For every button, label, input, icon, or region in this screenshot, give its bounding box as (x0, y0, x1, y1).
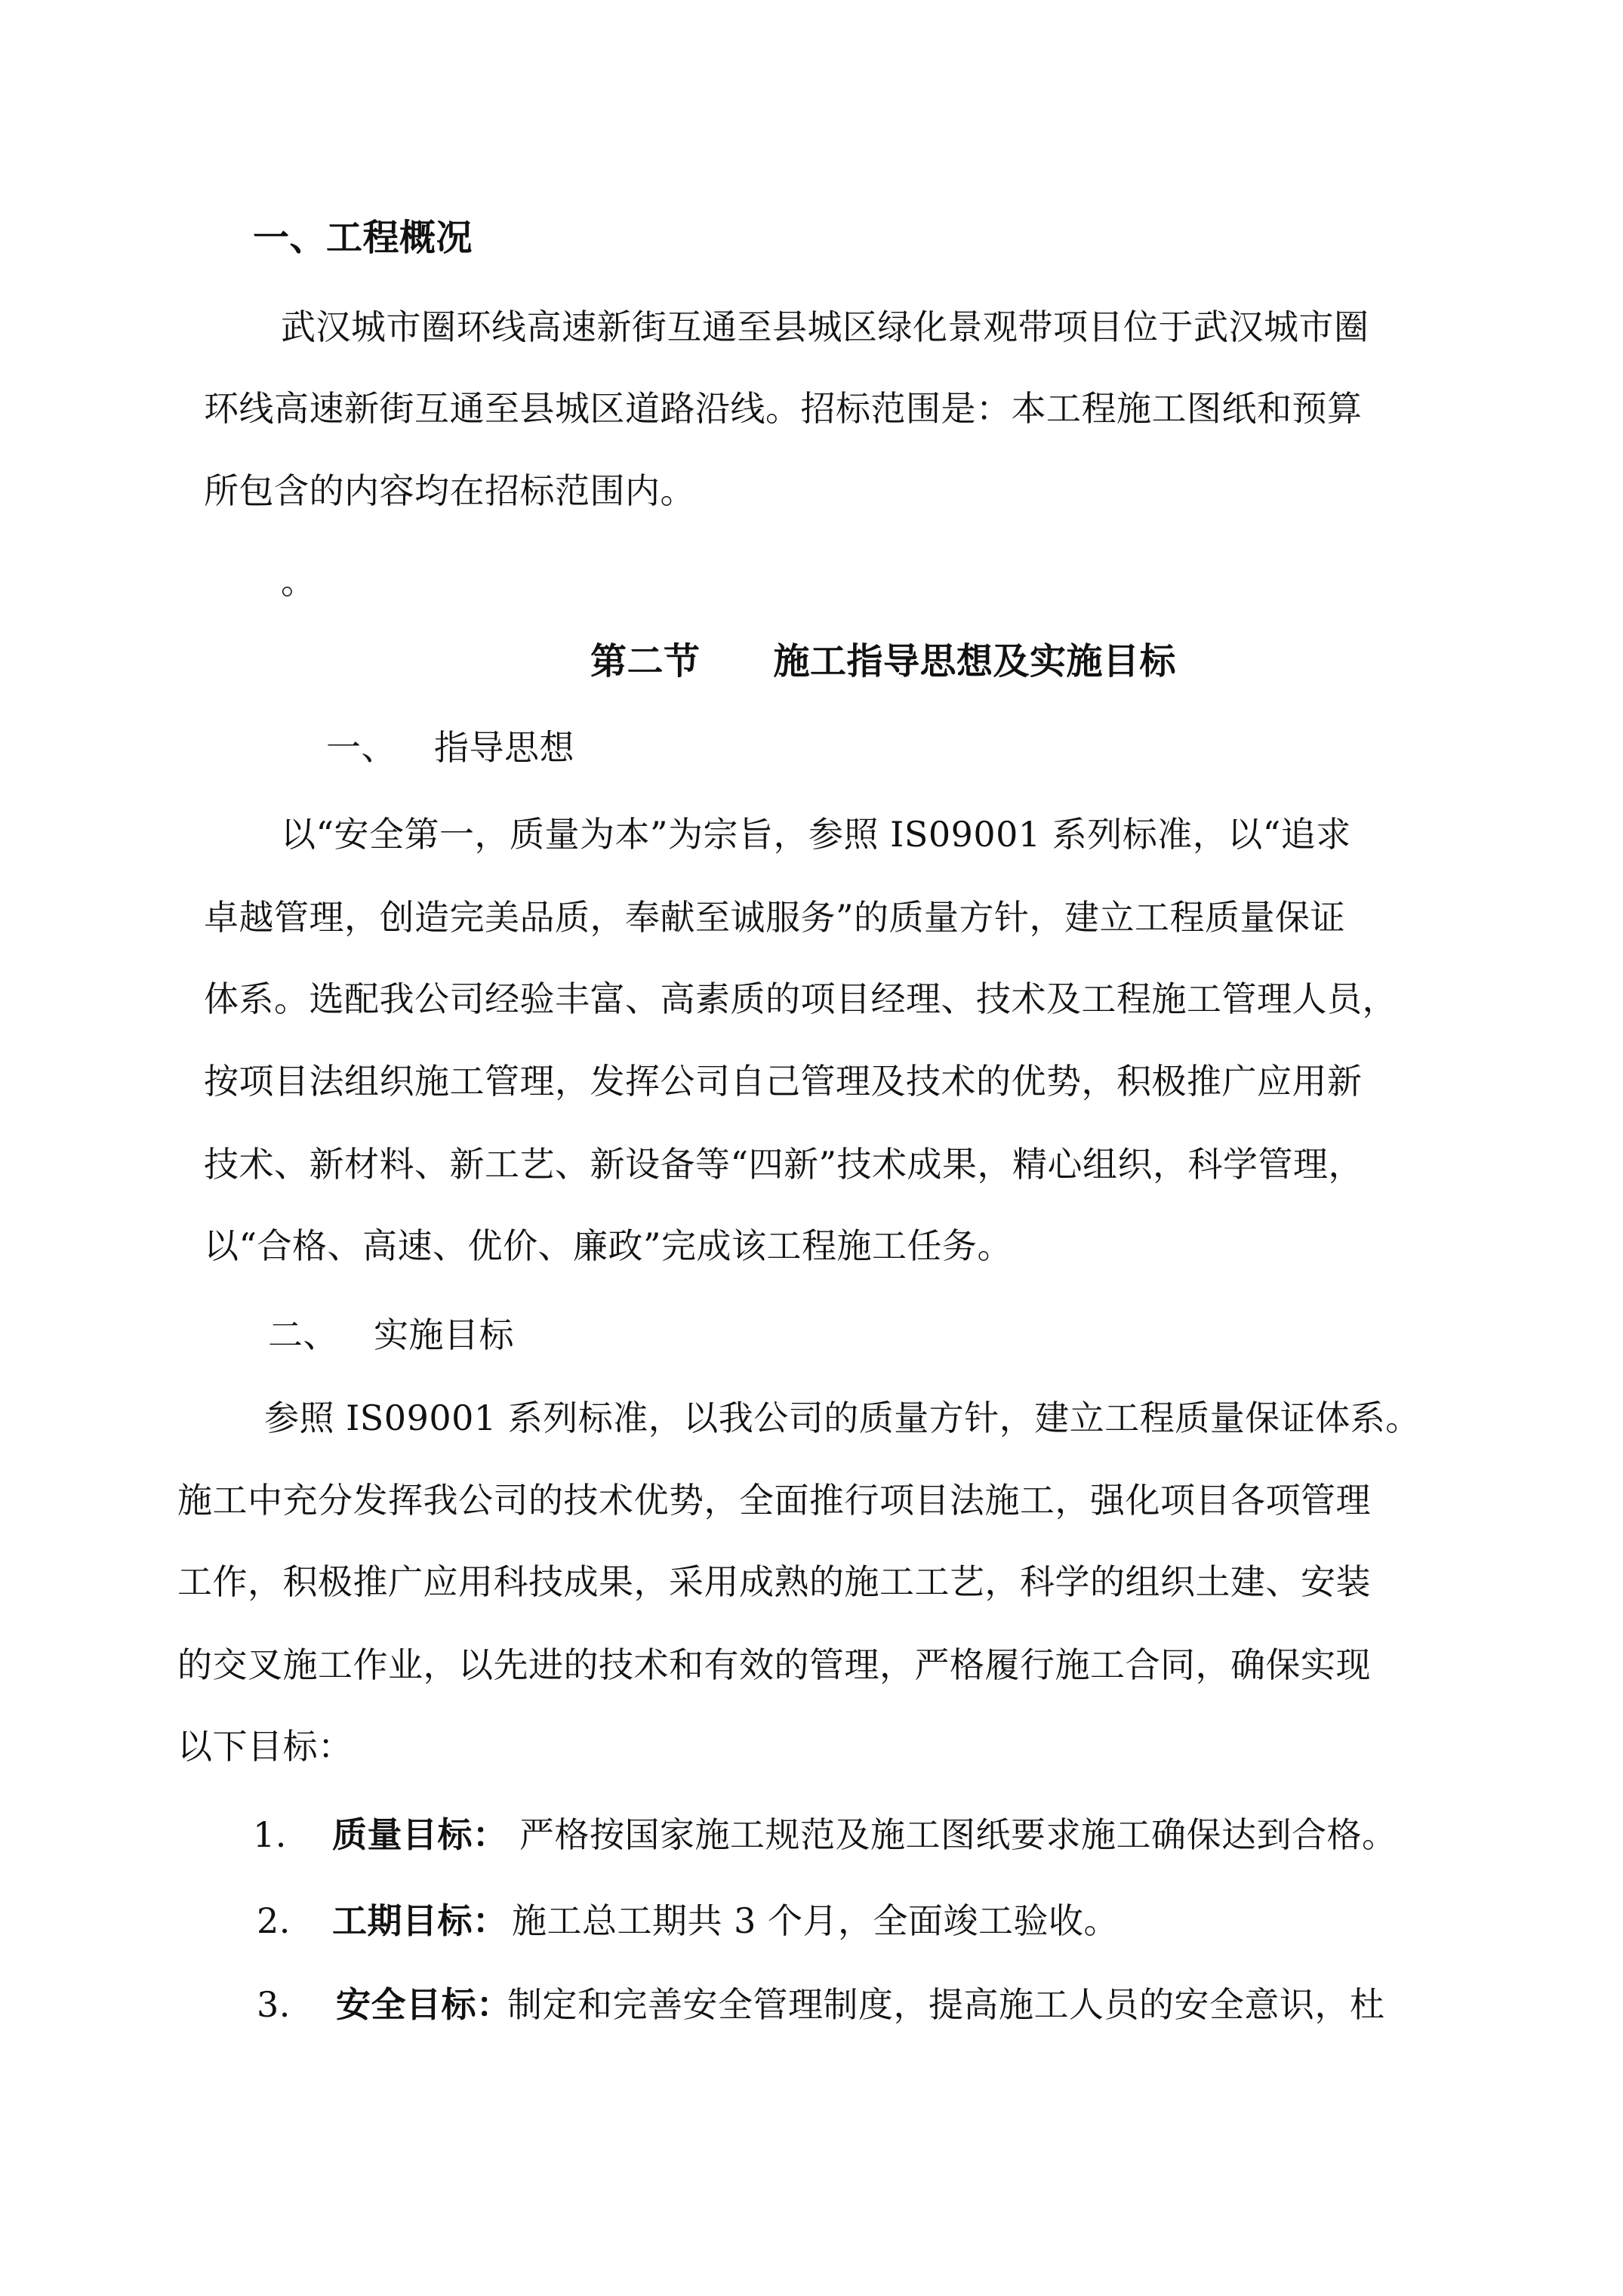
goal-text: 严格按国家施工规范及施工图纸要求施工确保达到合格。 (519, 1814, 1397, 1855)
paragraph-line: 以下目标： (177, 1726, 353, 1767)
section-heading: 一、工程概况 (253, 217, 473, 259)
paragraph-line: 卓越管理，创造完美品质，奉献至诚服务”的质量方针，建立工程质量保证 (204, 897, 1346, 938)
goal-number: 2. (257, 1900, 291, 1941)
goal-label: 工期目标： (332, 1900, 508, 1941)
paragraph-line: 以“合格、高速、优价、廉政”完成该工程施工任务。 (204, 1225, 1013, 1266)
subsection-number: 二、 (268, 1314, 338, 1355)
paragraph-line: 环线高速新街互通至县城区道路沿线。招标范围是：本工程施工图纸和预算 (204, 388, 1363, 429)
paragraph-line: 所包含的内容均在招标范围内。 (204, 470, 695, 511)
paragraph-line: 工作，积极推广应用科技成果，采用成熟的施工工艺，科学的组织土建、安装 (177, 1561, 1371, 1602)
paragraph-line: 参照 IS09001 系列标准，以我公司的质量方针，建立工程质量保证体系。 (264, 1398, 1421, 1438)
subsection-title: 实施目标 (374, 1314, 514, 1355)
paragraph-line: 施工中充分发挥我公司的技术优势，全面推行项目法施工，强化项目各项管理 (177, 1480, 1371, 1521)
paragraph-line: 体系。选配我公司经验丰富、高素质的项目经理、技术及工程施工管理人员， (204, 978, 1397, 1019)
paragraph-line: 按项目法组织施工管理，发挥公司自己管理及技术的优势，积极推广应用新 (204, 1061, 1363, 1102)
goal-text: 制定和完善安全管理制度，提高施工人员的安全意识，杜 (507, 1984, 1385, 2025)
goal-text: 施工总工期共 3 个月，全面竣工验收。 (512, 1900, 1119, 1941)
section-title: 第二节 施工指导思想及实施目标 (590, 640, 1177, 683)
goal-number: 3. (257, 1984, 291, 2025)
paragraph-line: 以“安全第一，质量为本”为宗旨，参照 IS09001 系列标准，以“追求 (281, 814, 1351, 855)
paragraph-line: 技术、新材料、新工艺、新设备等“四新”技术成果，精心组织，科学管理， (204, 1144, 1364, 1185)
goal-label: 安全目标： (336, 1984, 512, 2025)
subsection-title: 指导思想 (434, 727, 574, 768)
goal-label: 质量目标： (332, 1814, 508, 1855)
paragraph-line: 武汉城市圈环线高速新街互通至县城区绿化景观带项目位于武汉城市圈 (281, 307, 1369, 347)
stray-period: 。 (281, 561, 316, 602)
subsection-number: 一、 (326, 727, 396, 768)
paragraph-line: 的交叉施工作业，以先进的技术和有效的管理，严格履行施工合同，确保实现 (177, 1644, 1371, 1685)
goal-number: 1. (253, 1814, 287, 1855)
